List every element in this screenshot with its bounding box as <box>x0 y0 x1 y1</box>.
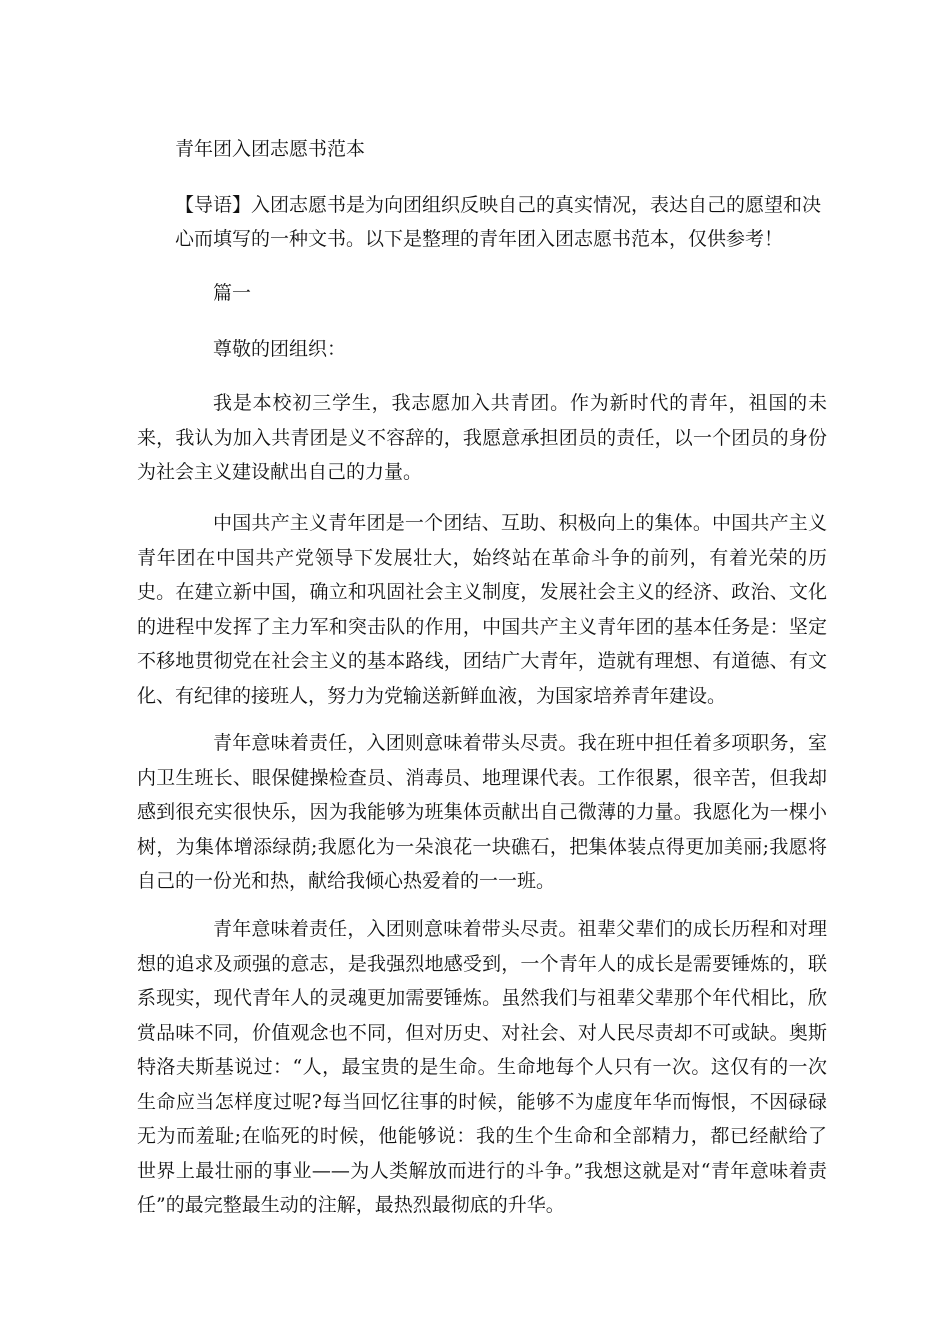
body-paragraph-2: 中国共产主义青年团是一个团结、互助、积极向上的集体。中国共产主义青年团在中国共产党领导下发展壮大，始终站在革命斗争的前列，有着光荣的历史。在建立新中国，确立和巩固社会主义制度，发展社会主义的经济、政治、文化的进程中发挥了主力军和突击队的作用，中国共产主义青年团的基本任务是：坚定不移地贯彻党在社会主义的基本路线，团结广大青年，造就有理想、有道德、有文化、有纪律的接班人，努力为党输送新鲜血液，为国家培养青年建设。 <box>137 512 827 707</box>
section-heading: 篇一 <box>213 282 252 304</box>
document-title: 青年团入团志愿书范本 <box>175 138 366 160</box>
salutation: 尊敬的团组织： <box>213 338 347 360</box>
body-paragraph-1: 我是本校初三学生，我志愿加入共青团。作为新时代的青年，祖国的未来，我认为加入共青团是义不容辞的，我愿意承担团员的责任，以一个团员的身份为社会主义建设献出自己的力量。 <box>137 392 827 483</box>
body-paragraph-4: 青年意味着责任，入团则意味着带头尽责。祖辈父辈们的成长历程和对理想的追求及顽强的意志，是我强烈地感受到，一个青年人的成长是需要锤炼的，联系现实，现代青年人的灵魂更加需要锤炼。虽然我们与祖辈父辈那个年代相比，欣赏品味不同，价值观念也不同，但对历史、对社会、对人民尽责却不可或缺。奥斯特洛夫斯基说过：“人，最宝贵的是生命。生命地每个人只有一次。这仅有的一次生命应当怎样度过呢?每当回忆往事的时候，能够不为虚度年华而悔恨，不因碌碌无为而羞耻;在临死的时候，他能够说：我的生个生命和全部精力，都已经献给了世界上最壮丽的事业——为人类解放而进行的斗争。”我想这就是对“青年意味着责任”的最完整最生动的注解，最热烈最彻底的升华。 <box>137 918 827 1216</box>
intro-paragraph: 【导语】入团志愿书是为向团组织反映自己的真实情况，表达自己的愿望和决心而填写的一种文书。以下是整理的青年团入团志愿书范本，仅供参考！ <box>175 194 822 250</box>
body-paragraph-3: 青年意味着责任，入团则意味着带头尽责。我在班中担任着多项职务，室内卫生班长、眼保健操检查员、消毒员、地理课代表。工作很累，很辛苦，但我却感到很充实很快乐，因为我能够为班集体贡献出自己微薄的力量。我愿化为一棵小树，为集体增添绿荫;我愿化为一朵浪花一块礁石，把集体装点得更加美丽;我愿将自己的一份光和热，献给我倾心热爱着的一一班。 <box>137 732 827 892</box>
